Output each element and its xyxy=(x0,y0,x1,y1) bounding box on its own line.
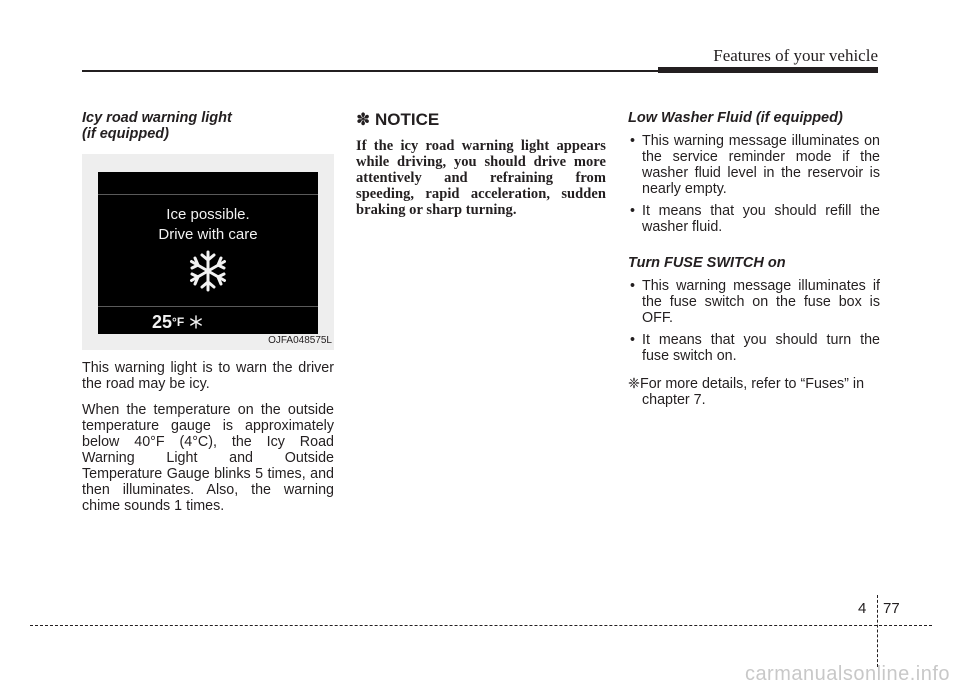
notice-text: If the icy road warning light appears while driving, you should drive more attentively and refraining from speeding, rapid acceleration, sudden braking or sharp turning. xyxy=(356,138,606,218)
bullet-icon: • xyxy=(630,278,636,294)
notice-heading: ✽ NOTICE xyxy=(356,110,440,129)
display-divider-top xyxy=(98,194,318,195)
footer-rule xyxy=(30,625,932,626)
bullet-icon: • xyxy=(630,133,636,149)
header-title: Features of your vehicle xyxy=(713,46,878,65)
display-message-line2: Drive with care xyxy=(158,226,258,243)
display-message-line1: Ice possible. xyxy=(166,206,250,223)
bullet-icon: • xyxy=(630,332,636,348)
bullet-icon: • xyxy=(630,203,636,219)
header-rule-accent xyxy=(658,67,878,73)
page-number: 77 xyxy=(883,600,900,617)
watermark-text: carmanualsonline.info xyxy=(744,663,950,685)
list-item xyxy=(628,278,880,326)
column-notice xyxy=(356,110,606,218)
list-item xyxy=(628,203,880,235)
column-icy-road xyxy=(82,110,334,514)
low-washer-fluid-list xyxy=(628,133,880,235)
temperature-value: 25 xyxy=(152,312,173,332)
icy-road-heading-line2: (if equipped) xyxy=(82,126,169,142)
chapter-number: 4 xyxy=(858,600,867,617)
figure-caption: OJFA048575L xyxy=(268,335,332,346)
footer-divider xyxy=(877,595,878,667)
icy-road-heading xyxy=(82,110,334,142)
reference-note: ❈For more details, refer to “Fuses” in chapter 7. xyxy=(628,376,865,408)
snowflake-icon xyxy=(186,249,230,293)
low-washer-fluid-heading: Low Washer Fluid (if equipped) xyxy=(628,110,843,126)
list-item xyxy=(628,133,880,197)
icy-road-paragraph-1: This warning light is to warn the driver the road may be icy. xyxy=(82,360,334,392)
icy-road-paragraph-2: When the temperature on the outside temperature gauge is approximately below 40°F (4°C), the Icy Road Warning Light and Outside Temperature Gauge blinks 5 times, and then illuminates. Also, the warning chime sounds 1 times. xyxy=(82,402,334,514)
display-divider-bottom xyxy=(98,306,318,307)
small-snowflake-icon xyxy=(189,315,203,329)
fuse-switch-heading: Turn FUSE SWITCH on xyxy=(628,255,786,271)
fuse-switch-list xyxy=(628,278,880,364)
list-item xyxy=(628,332,880,364)
outside-temperature xyxy=(152,312,184,332)
column-warnings xyxy=(628,110,880,408)
temperature-unit: °F xyxy=(172,315,185,329)
list-item-text: This warning message illuminates if the fuse switch on the fuse box is OFF. xyxy=(642,278,880,326)
cluster-display xyxy=(98,172,318,334)
list-item-text: It means that you should turn the fuse switch on. xyxy=(642,332,880,364)
cluster-figure xyxy=(82,154,334,350)
list-item-text: This warning message illuminates on the service reminder mode if the washer fluid level in the reservoir is nearly empty. xyxy=(642,133,880,197)
icy-road-heading-line1: Icy road warning light xyxy=(82,110,232,126)
list-item-text: It means that you should refill the washer fluid. xyxy=(642,203,880,235)
